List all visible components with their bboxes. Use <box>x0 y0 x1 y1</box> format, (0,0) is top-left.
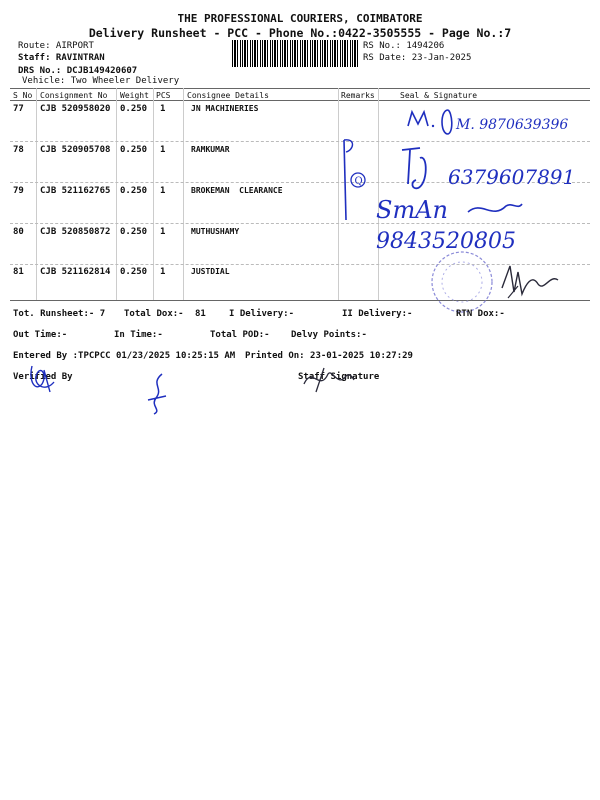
row79-name: SmAn <box>376 196 448 224</box>
row80-phone: 9843520805 <box>376 229 516 254</box>
row-weight: 0.250 <box>120 145 148 155</box>
runsheet-subtitle: Delivery Runsheet - PCC - Phone No.:0422-3505555 - Page No.:7 <box>88 26 512 40</box>
row-consignment: CJB 521162814 <box>40 267 111 277</box>
handwritten-name-row79 <box>372 190 532 224</box>
handwritten-signature-row77 <box>400 104 580 144</box>
row-divider <box>10 223 590 224</box>
table-bottom-rule <box>10 300 590 301</box>
row-pcs: 1 <box>160 227 166 237</box>
drs-number: DRS No.: DCJB149420607 <box>18 66 138 76</box>
row-sno: 77 <box>13 104 24 114</box>
col-consignment: Consignment No <box>40 91 108 100</box>
row-consignment: CJB 520958020 <box>40 104 111 114</box>
i-delivery: I Delivery:- <box>229 309 295 319</box>
row77-phone: M. 9870639396 <box>456 117 569 133</box>
staff-signature-label: Staff Signature <box>298 372 380 382</box>
in-time: In Time:- <box>114 330 163 340</box>
row-sno: 79 <box>13 186 24 196</box>
row-pcs: 1 <box>160 267 166 277</box>
total-runsheet: Tot. Runsheet:- 7 <box>13 309 106 319</box>
company-title: THE PROFESSIONAL COURIERS, COIMBATORE <box>177 12 423 25</box>
row-consignee: JN MACHINERIES <box>191 104 259 113</box>
printed-on: Printed On: 23-01-2025 10:27:29 <box>245 351 413 361</box>
col-sno: S No <box>13 91 33 100</box>
row79-phone: 6379607891 <box>448 165 576 189</box>
route-label: Route: AIRPORT <box>18 41 94 51</box>
row-consignee: RAMKUMAR <box>191 145 230 154</box>
row-sno: 80 <box>13 227 24 237</box>
delvy-points: Delvy Points:- <box>291 330 367 340</box>
row-pcs: 1 <box>160 104 166 114</box>
out-time: Out Time:- <box>13 330 68 340</box>
col-separator <box>183 88 184 300</box>
row-consignment: CJB 521162765 <box>40 186 111 196</box>
row-consignment: CJB 520850872 <box>40 227 111 237</box>
row-consignee: BROKEMAN CLEARANCE <box>191 186 283 195</box>
row-weight: 0.250 <box>120 227 148 237</box>
col-separator <box>116 88 117 300</box>
total-dox-label: Total Dox:- <box>124 309 184 319</box>
col-separator <box>378 88 379 300</box>
handwritten-phone-row80 <box>372 222 562 256</box>
rs-date: RS Date: 23-Jan-2025 <box>363 53 472 63</box>
drs-barcode <box>232 40 358 67</box>
staff-label: Staff: RAVINTRAN <box>18 53 105 63</box>
row-sno: 81 <box>13 267 24 277</box>
row-weight: 0.250 <box>120 104 148 114</box>
col-separator <box>153 88 154 300</box>
col-separator <box>36 88 37 300</box>
row-consignment: CJB 520905708 <box>40 145 111 155</box>
handwritten-signature-row79 <box>398 144 588 194</box>
verifier-initial-signature <box>142 370 176 418</box>
remark-circle-mark: Q <box>354 176 363 187</box>
row-divider <box>10 141 590 142</box>
rs-number: RS No.: 1494206 <box>363 41 445 51</box>
col-separator <box>338 88 339 300</box>
row-divider <box>10 182 590 183</box>
row-pcs: 1 <box>160 186 166 196</box>
row-consignee: MUTHUSHAMY <box>191 227 240 236</box>
total-pod: Total POD:- <box>210 330 270 340</box>
row-weight: 0.250 <box>120 186 148 196</box>
row-sno: 78 <box>13 145 24 155</box>
entered-by: Entered By :TPCPCC 01/23/2025 10:25:15 AM <box>13 351 236 361</box>
col-pcs: PCS <box>156 91 171 100</box>
col-consignee: Consignee Details <box>187 91 269 100</box>
header-top-rule <box>10 88 590 89</box>
verified-by-label: Verified By <box>13 372 73 382</box>
row-pcs: 1 <box>160 145 166 155</box>
total-dox-value: 81 <box>195 309 206 319</box>
header-bottom-rule <box>10 100 590 101</box>
rtn-dox: RTN Dox:- <box>456 309 505 319</box>
row-consignee: JUSTDIAL <box>191 267 230 276</box>
vehicle-label: Vehicle: Two Wheeler Delivery <box>22 76 180 86</box>
col-weight: Weight <box>120 91 149 100</box>
ii-delivery: II Delivery:- <box>342 309 413 319</box>
row-weight: 0.250 <box>120 267 148 277</box>
col-seal-signature: Seal & Signature <box>400 91 478 100</box>
col-remarks: Remarks <box>341 91 375 100</box>
row-divider <box>10 264 590 265</box>
